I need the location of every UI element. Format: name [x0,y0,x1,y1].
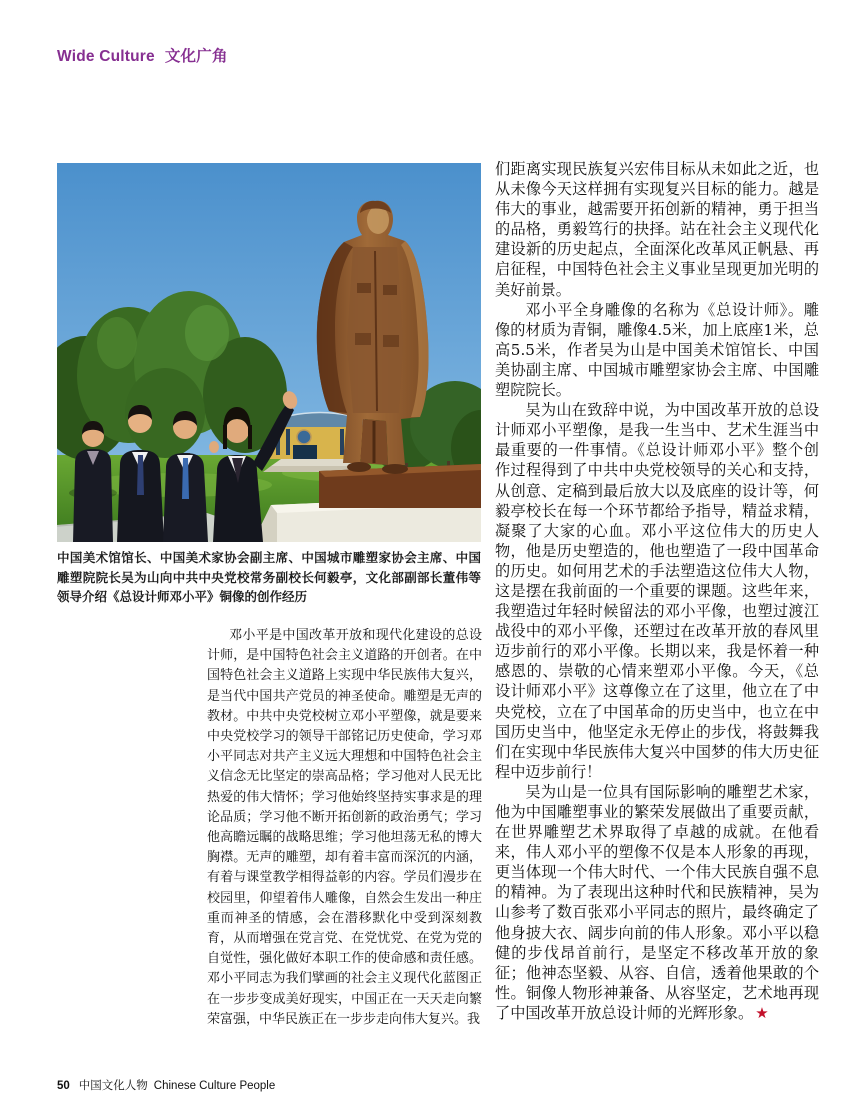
paragraph: 们距离实现民族复兴宏伟目标从未如此之近，也从未像今天这样拥有实现复兴目标的能力。越是伟大的事业，越需要开拓创新的精神，勇于担当的品格，勇毅笃行的抉择。站在社会主义现代化建设新的历史起点，全面深化改革风正帆悬、再启征程，中国特色社会主义事业呈现更加光明的美好前景。 [495,160,819,299]
page-number: 50 [57,1080,70,1092]
article-left-column [207,626,482,1030]
statue-unveiling-photo [57,163,481,542]
paragraph: 邓小平全身雕像的名称为《总设计师》。雕像的材质为青铜，雕像4.5米，加上底座1米，总高5.5米，作者吴为山是中国美术馆馆长、中国美协副主席、中国城市雕塑家协会主席、中国雕塑院院长。 [495,300,819,400]
page-footer [57,1077,275,1093]
magazine-name-en: Chinese Culture People [153,1080,276,1092]
paragraph: 吴为山在致辞中说，为中国改革开放的总设计师邓小平塑像，是我一生当中、艺术生涯当中最重要的一件事情。《总设计师邓小平》整个创作过程得到了中共中央党校领导的关心和支持，从创意、定稿到最后放大以及底座的设计等，何毅亭校长在每一个环节都给予指导，精益求精，凝聚了大家的心血。邓小平这位伟大的历史人物，他是历史塑造的，他也塑造了一段中国革命的历史。如何用艺术的手法塑造这位伟大人物，这是摆在我前面的一个重要的课题。这些年来，我塑造过年轻时候留法的邓小平像，也塑过渡江战役中的邓小平像，还塑过在改革开放的春风里迈步前行的邓小平像。长期以来，我是怀着一种感恩的、崇敬的心情来塑邓小平像。今天，《总设计师邓小平》这尊像立在了这里，他立在了中央党校，立在了中国革命的历史当中，也立在中国历史当中，他坚定永无停止的步伐，将鼓舞我们在实现中华民族伟大复兴中国梦的伟大历史征程中迈步前行！ [495,401,819,781]
article-right-column [495,159,819,1023]
article-end-star-icon: ★ [755,1003,769,1022]
photo-caption: 中国美术馆馆长、中国美术家协会副主席、中国城市雕塑家协会主席、中国雕塑院院长吴为山向中共中央党校常务副校长何毅亭，文化部副部长董伟等领导介绍《总设计师邓小平》铜像的创作经历 [57,551,481,604]
building-emblem [297,430,311,444]
magazine-name-zh: 中国文化人物 [78,1080,148,1092]
paragraph [495,782,819,1023]
photo-illustration [57,163,481,542]
paragraph: 邓小平是中国改革开放和现代化建设的总设计师，是中国特色社会主义道路的开创者。在中国特色社会主义道路上实现中华民族伟大复兴，是当代中国共产党员的神圣使命。雕塑是无声的教材。中共中央党校树立邓小平塑像，就是要来中央党校学习的领导干部铭记历史使命，学习邓小平同志对共产主义远大理想和中国特色社会主义信念无比坚定的崇高品格；学习他对人民无比热爱的伟大情怀；学习他始终坚持实事求是的理论品质；学习他不断开拓创新的政治勇气；学习他高瞻远瞩的战略思维；学习他坦荡无私的博大胸襟。无声的雕塑，却有着丰富而深沉的内涵，有着与课堂教学相得益彰的内容。学员们漫步在校园里，仰望着伟人雕像，自然会生发出一种庄重而神圣的情感，会在潜移默化中受到深刻教育，从而增强在党言党、在党忧党、在党为党的自觉性，强化做好本职工作的使命感和责任感。邓小平同志为我们擘画的社会主义现代化蓝图正在一步步变成美好现实，中国正在一天天走向繁荣富强，中华民族正在一步步走向伟大复兴。我 [207,628,482,1027]
paragraph-text: 吴为山是一位具有国际影响的雕塑艺术家，他为中国雕塑事业的繁荣发展做出了重要贡献，在世界雕塑艺术界取得了卓越的成就。在他看来，伟人邓小平的塑像不仅是本人形象的再现，更当体现一个伟大时代、一个伟大民族自强不息的精神。为了表现出这种时代和民族精神，吴为山参考了数百张邓小平同志的照片，最终确定了他身披大衣、阔步向前的伟人形象。邓小平以稳健的步伐昂首前行，是坚定不移改革开放的象征；他神态坚毅、从容、自信，透着他果敢的个性。铜像人物形神兼备、从容坚定，艺术地再现了中国改革开放总设计师的光辉形象。 [495,782,819,1022]
section-masthead [57,44,228,66]
section-title-en: Wide Culture [57,48,155,65]
section-title-zh: 文化广角 [164,48,228,65]
